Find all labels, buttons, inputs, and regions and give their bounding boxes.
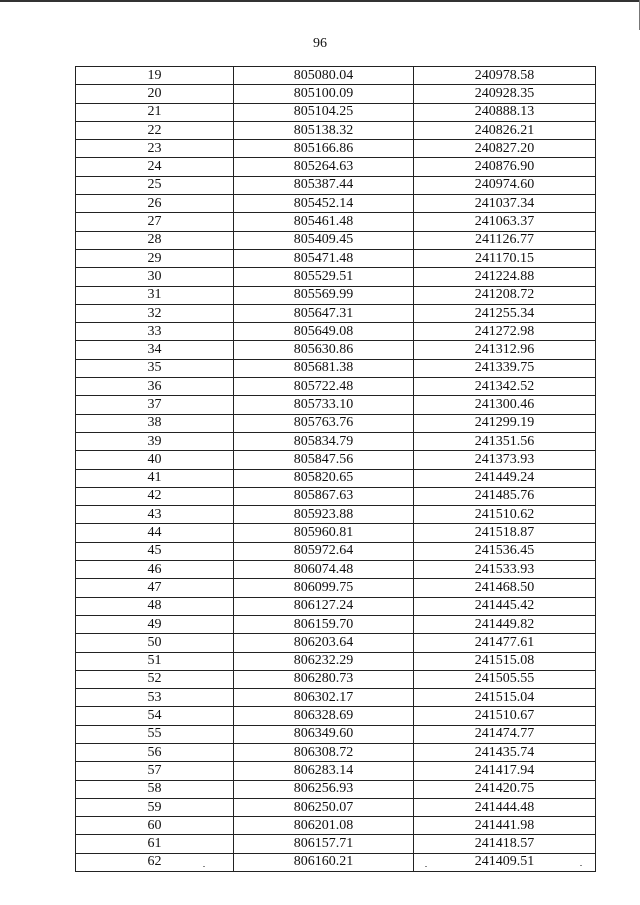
x-coordinate-cell: 806232.29 bbox=[234, 652, 414, 670]
x-coordinate-cell: 805569.99 bbox=[234, 286, 414, 304]
point-number-cell: 19 bbox=[76, 67, 234, 85]
x-coordinate-cell: 806157.71 bbox=[234, 835, 414, 853]
x-coordinate-cell: 805080.04 bbox=[234, 67, 414, 85]
point-number-cell: 44 bbox=[76, 524, 234, 542]
point-number-cell: 23 bbox=[76, 140, 234, 158]
y-coordinate-cell: 241208.72 bbox=[414, 286, 596, 304]
y-coordinate-cell: 241518.87 bbox=[414, 524, 596, 542]
x-coordinate-cell: 805972.64 bbox=[234, 542, 414, 560]
y-coordinate-cell: 240827.20 bbox=[414, 140, 596, 158]
point-number-cell: 51 bbox=[76, 652, 234, 670]
x-coordinate-cell: 805681.38 bbox=[234, 359, 414, 377]
table-row bbox=[76, 615, 596, 633]
y-coordinate-cell: 241477.61 bbox=[414, 634, 596, 652]
y-coordinate-cell: 241515.04 bbox=[414, 689, 596, 707]
point-number-cell: 35 bbox=[76, 359, 234, 377]
y-coordinate-cell: 241272.98 bbox=[414, 323, 596, 341]
point-number-cell: 27 bbox=[76, 213, 234, 231]
point-number-cell: 40 bbox=[76, 451, 234, 469]
coordinates-table bbox=[75, 66, 596, 872]
y-coordinate-cell: 241170.15 bbox=[414, 249, 596, 267]
y-coordinate-cell: 241126.77 bbox=[414, 231, 596, 249]
table-row bbox=[76, 323, 596, 341]
table-row bbox=[76, 670, 596, 688]
y-coordinate-cell: 240826.21 bbox=[414, 121, 596, 139]
y-coordinate-cell: 240978.58 bbox=[414, 67, 596, 85]
table-row bbox=[76, 561, 596, 579]
scan-speck bbox=[580, 865, 582, 866]
y-coordinate-cell: 241533.93 bbox=[414, 561, 596, 579]
x-coordinate-cell: 805409.45 bbox=[234, 231, 414, 249]
y-coordinate-cell: 241441.98 bbox=[414, 817, 596, 835]
x-coordinate-cell: 805847.56 bbox=[234, 451, 414, 469]
y-coordinate-cell: 241449.82 bbox=[414, 615, 596, 633]
y-coordinate-cell: 241449.24 bbox=[414, 469, 596, 487]
y-coordinate-cell: 241300.46 bbox=[414, 396, 596, 414]
x-coordinate-cell: 805264.63 bbox=[234, 158, 414, 176]
table-row bbox=[76, 597, 596, 615]
y-coordinate-cell: 241485.76 bbox=[414, 487, 596, 505]
y-coordinate-cell: 240876.90 bbox=[414, 158, 596, 176]
table-row bbox=[76, 835, 596, 853]
y-coordinate-cell: 241536.45 bbox=[414, 542, 596, 560]
point-number-cell: 43 bbox=[76, 506, 234, 524]
point-number-cell: 57 bbox=[76, 762, 234, 780]
table-row bbox=[76, 487, 596, 505]
point-number-cell: 61 bbox=[76, 835, 234, 853]
y-coordinate-cell: 241224.88 bbox=[414, 268, 596, 286]
table-row bbox=[76, 213, 596, 231]
x-coordinate-cell: 805923.88 bbox=[234, 506, 414, 524]
table-row bbox=[76, 506, 596, 524]
point-number-cell: 28 bbox=[76, 231, 234, 249]
x-coordinate-cell: 805733.10 bbox=[234, 396, 414, 414]
point-number-cell: 41 bbox=[76, 469, 234, 487]
point-number-cell: 50 bbox=[76, 634, 234, 652]
y-coordinate-cell: 240888.13 bbox=[414, 103, 596, 121]
table-row bbox=[76, 542, 596, 560]
y-coordinate-cell: 240974.60 bbox=[414, 176, 596, 194]
x-coordinate-cell: 805461.48 bbox=[234, 213, 414, 231]
table-row bbox=[76, 140, 596, 158]
point-number-cell: 49 bbox=[76, 615, 234, 633]
table-row bbox=[76, 176, 596, 194]
point-number-cell: 45 bbox=[76, 542, 234, 560]
table-row bbox=[76, 304, 596, 322]
y-coordinate-cell: 241418.57 bbox=[414, 835, 596, 853]
table-row bbox=[76, 762, 596, 780]
y-coordinate-cell: 241468.50 bbox=[414, 579, 596, 597]
table-row bbox=[76, 396, 596, 414]
table-row bbox=[76, 268, 596, 286]
table-row bbox=[76, 780, 596, 798]
table-row bbox=[76, 817, 596, 835]
point-number-cell: 30 bbox=[76, 268, 234, 286]
table-row bbox=[76, 853, 596, 871]
scan-speck bbox=[203, 866, 205, 867]
x-coordinate-cell: 806250.07 bbox=[234, 798, 414, 816]
x-coordinate-cell: 806302.17 bbox=[234, 689, 414, 707]
x-coordinate-cell: 805387.44 bbox=[234, 176, 414, 194]
y-coordinate-cell: 241510.67 bbox=[414, 707, 596, 725]
table-row bbox=[76, 469, 596, 487]
x-coordinate-cell: 805100.09 bbox=[234, 85, 414, 103]
point-number-cell: 22 bbox=[76, 121, 234, 139]
table-row bbox=[76, 121, 596, 139]
table-row bbox=[76, 249, 596, 267]
point-number-cell: 24 bbox=[76, 158, 234, 176]
table-row bbox=[76, 798, 596, 816]
table-row bbox=[76, 378, 596, 396]
table-row bbox=[76, 414, 596, 432]
point-number-cell: 36 bbox=[76, 378, 234, 396]
point-number-cell: 38 bbox=[76, 414, 234, 432]
point-number-cell: 55 bbox=[76, 725, 234, 743]
table-row bbox=[76, 743, 596, 761]
table-row bbox=[76, 195, 596, 213]
point-number-cell: 33 bbox=[76, 323, 234, 341]
x-coordinate-cell: 805452.14 bbox=[234, 195, 414, 213]
page-number: 96 bbox=[313, 36, 327, 51]
point-number-cell: 48 bbox=[76, 597, 234, 615]
x-coordinate-cell: 806256.93 bbox=[234, 780, 414, 798]
x-coordinate-cell: 806308.72 bbox=[234, 743, 414, 761]
table-row bbox=[76, 341, 596, 359]
coordinates-table-body bbox=[76, 67, 596, 872]
y-coordinate-cell: 241342.52 bbox=[414, 378, 596, 396]
x-coordinate-cell: 806099.75 bbox=[234, 579, 414, 597]
y-coordinate-cell: 241373.93 bbox=[414, 451, 596, 469]
table-row bbox=[76, 432, 596, 450]
y-coordinate-cell: 241420.75 bbox=[414, 780, 596, 798]
point-number-cell: 29 bbox=[76, 249, 234, 267]
y-coordinate-cell: 241351.56 bbox=[414, 432, 596, 450]
x-coordinate-cell: 805867.63 bbox=[234, 487, 414, 505]
point-number-cell: 60 bbox=[76, 817, 234, 835]
x-coordinate-cell: 806280.73 bbox=[234, 670, 414, 688]
x-coordinate-cell: 806283.14 bbox=[234, 762, 414, 780]
point-number-cell: 26 bbox=[76, 195, 234, 213]
y-coordinate-cell: 241445.42 bbox=[414, 597, 596, 615]
y-coordinate-cell: 240928.35 bbox=[414, 85, 596, 103]
point-number-cell: 34 bbox=[76, 341, 234, 359]
point-number-cell: 32 bbox=[76, 304, 234, 322]
x-coordinate-cell: 806203.64 bbox=[234, 634, 414, 652]
y-coordinate-cell: 241444.48 bbox=[414, 798, 596, 816]
table-row bbox=[76, 634, 596, 652]
table-row bbox=[76, 451, 596, 469]
x-coordinate-cell: 806201.08 bbox=[234, 817, 414, 835]
table-row bbox=[76, 689, 596, 707]
y-coordinate-cell: 241312.96 bbox=[414, 341, 596, 359]
x-coordinate-cell: 805630.86 bbox=[234, 341, 414, 359]
point-number-cell: 20 bbox=[76, 85, 234, 103]
table-row bbox=[76, 579, 596, 597]
x-coordinate-cell: 806159.70 bbox=[234, 615, 414, 633]
table-row bbox=[76, 158, 596, 176]
scan-edge-top bbox=[0, 0, 640, 2]
x-coordinate-cell: 805649.08 bbox=[234, 323, 414, 341]
y-coordinate-cell: 241474.77 bbox=[414, 725, 596, 743]
y-coordinate-cell: 241037.34 bbox=[414, 195, 596, 213]
x-coordinate-cell: 805960.81 bbox=[234, 524, 414, 542]
x-coordinate-cell: 806127.24 bbox=[234, 597, 414, 615]
table-row bbox=[76, 231, 596, 249]
y-coordinate-cell: 241510.62 bbox=[414, 506, 596, 524]
point-number-cell: 21 bbox=[76, 103, 234, 121]
x-coordinate-cell: 805166.86 bbox=[234, 140, 414, 158]
y-coordinate-cell: 241299.19 bbox=[414, 414, 596, 432]
point-number-cell: 46 bbox=[76, 561, 234, 579]
y-coordinate-cell: 241255.34 bbox=[414, 304, 596, 322]
point-number-cell: 56 bbox=[76, 743, 234, 761]
x-coordinate-cell: 805138.32 bbox=[234, 121, 414, 139]
point-number-cell: 47 bbox=[76, 579, 234, 597]
x-coordinate-cell: 806328.69 bbox=[234, 707, 414, 725]
point-number-cell: 31 bbox=[76, 286, 234, 304]
x-coordinate-cell: 805763.76 bbox=[234, 414, 414, 432]
y-coordinate-cell: 241515.08 bbox=[414, 652, 596, 670]
point-number-cell: 25 bbox=[76, 176, 234, 194]
point-number-cell: 37 bbox=[76, 396, 234, 414]
table-row bbox=[76, 725, 596, 743]
point-number-cell: 39 bbox=[76, 432, 234, 450]
y-coordinate-cell: 241505.55 bbox=[414, 670, 596, 688]
x-coordinate-cell: 806349.60 bbox=[234, 725, 414, 743]
table-row bbox=[76, 67, 596, 85]
x-coordinate-cell: 805722.48 bbox=[234, 378, 414, 396]
point-number-cell: 62 bbox=[76, 853, 234, 871]
x-coordinate-cell: 805529.51 bbox=[234, 268, 414, 286]
point-number-cell: 59 bbox=[76, 798, 234, 816]
table-row bbox=[76, 85, 596, 103]
y-coordinate-cell: 241339.75 bbox=[414, 359, 596, 377]
y-coordinate-cell: 241063.37 bbox=[414, 213, 596, 231]
point-number-cell: 54 bbox=[76, 707, 234, 725]
x-coordinate-cell: 805820.65 bbox=[234, 469, 414, 487]
x-coordinate-cell: 805104.25 bbox=[234, 103, 414, 121]
point-number-cell: 58 bbox=[76, 780, 234, 798]
scan-speck bbox=[425, 866, 427, 867]
x-coordinate-cell: 806160.21 bbox=[234, 853, 414, 871]
table-row bbox=[76, 286, 596, 304]
x-coordinate-cell: 805647.31 bbox=[234, 304, 414, 322]
table-row bbox=[76, 103, 596, 121]
y-coordinate-cell: 241435.74 bbox=[414, 743, 596, 761]
x-coordinate-cell: 805471.48 bbox=[234, 249, 414, 267]
table-row bbox=[76, 359, 596, 377]
point-number-cell: 42 bbox=[76, 487, 234, 505]
point-number-cell: 53 bbox=[76, 689, 234, 707]
table-row bbox=[76, 652, 596, 670]
table-row bbox=[76, 524, 596, 542]
x-coordinate-cell: 805834.79 bbox=[234, 432, 414, 450]
y-coordinate-cell: 241417.94 bbox=[414, 762, 596, 780]
point-number-cell: 52 bbox=[76, 670, 234, 688]
x-coordinate-cell: 806074.48 bbox=[234, 561, 414, 579]
y-coordinate-cell: 241409.51 bbox=[414, 853, 596, 871]
table-row bbox=[76, 707, 596, 725]
